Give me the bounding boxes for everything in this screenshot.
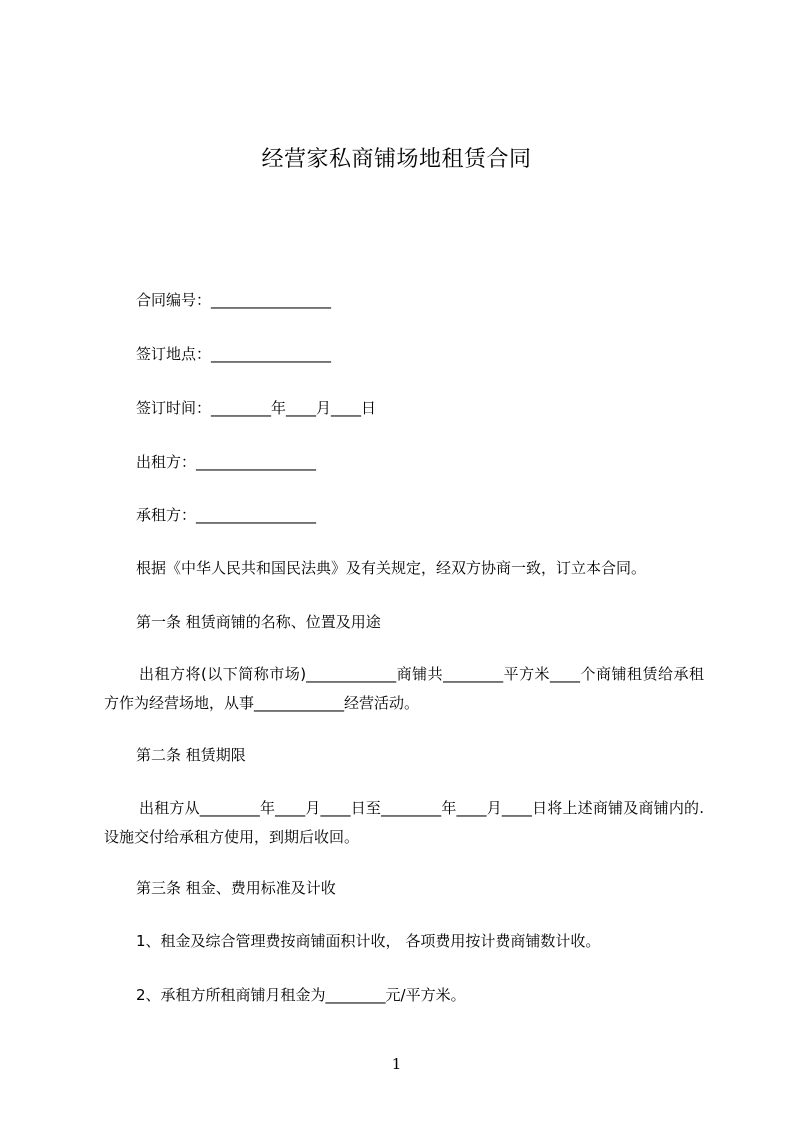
article-2-heading: 第二条 租赁期限 bbox=[136, 746, 246, 764]
article-3-item-2: 2、承租方所租商铺月租金为________元/平方米。 bbox=[136, 986, 466, 1004]
contract-number-field: 合同编号：________________ bbox=[136, 291, 332, 309]
signing-time-field: 签订时间：________年____月____日 bbox=[136, 399, 377, 417]
article-3-item-1: 1、租金及综合管理费按商铺面积计收， 各项费用按计费商铺数计收。 bbox=[136, 932, 601, 950]
article-2-body: 出租方从________年____月____日至________年____月____日将上述商铺及商铺内的.设施交付给承租方使用，到期后收回。 bbox=[104, 799, 704, 846]
page-number: 1 bbox=[391, 1055, 402, 1073]
lessee-field: 承租方：________________ bbox=[136, 506, 317, 524]
document-title: 经营家私商铺场地租赁合同 bbox=[261, 147, 532, 172]
signing-place-field: 签订地点：________________ bbox=[136, 345, 332, 363]
article-3-heading: 第三条 租金、费用标准及计收 bbox=[136, 879, 336, 897]
intro-paragraph: 根据《中华人民共和国民法典》及有关规定，经双方协商一致，订立本合同。 bbox=[136, 559, 647, 577]
article-1-heading: 第一条 租赁商铺的名称、位置及用途 bbox=[136, 613, 381, 631]
article-1-body: 出租方将(以下简称市场)____________商铺共________平方米____个商铺租赁给承租方作为经营场地，从事____________经营活动。 bbox=[104, 665, 704, 712]
lessor-field: 出租方：________________ bbox=[136, 453, 317, 471]
